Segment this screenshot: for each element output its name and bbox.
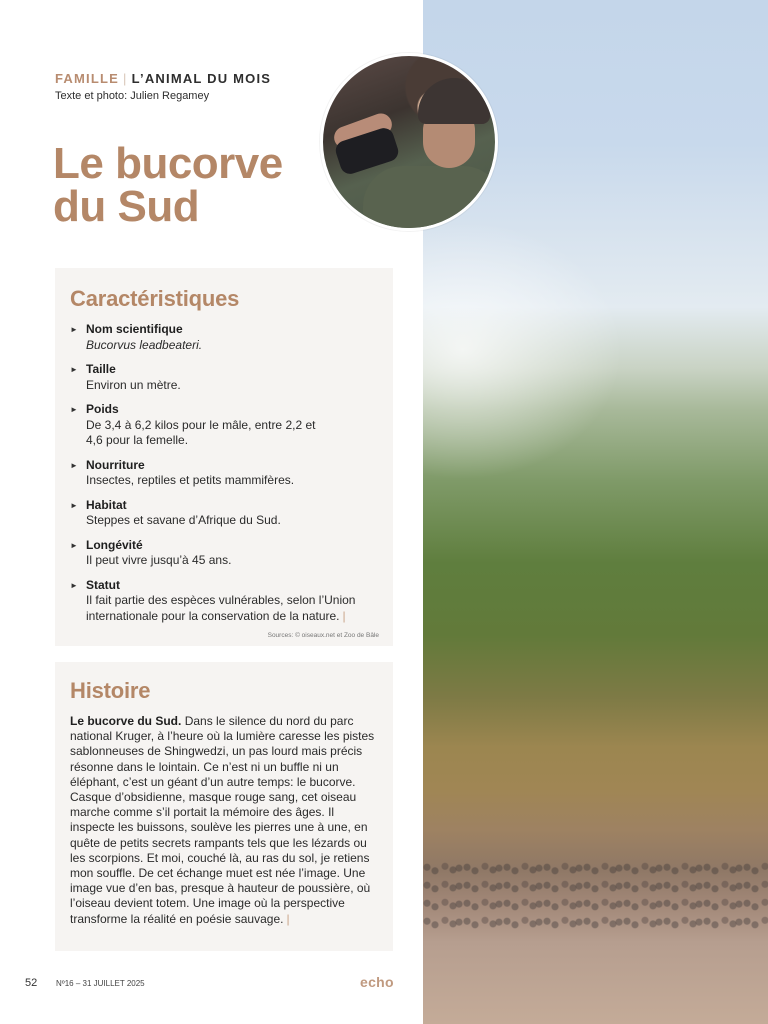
triangle-right-icon: ► [70, 500, 78, 510]
history-heading: Histoire [70, 678, 151, 703]
item-value: De 3,4 à 6,2 kilos pour le mâle, entre 2,2 et 4,6 pour la femelle. [86, 417, 316, 447]
issue-info: Nº16 – 31 JUILLET 2025 [56, 979, 145, 988]
section-kicker [55, 71, 271, 86]
item-label: Taille [86, 362, 116, 376]
kicker-separator: | [123, 71, 128, 86]
list-item [70, 322, 378, 353]
item-label: Nourriture [86, 457, 145, 472]
history-body: Dans le silence du nord du parc national Kruger, à l’heure où la lumière caresse les pistes sablonneuses de Shingwedzi, un pas lourd mais précis résonne dans le lointain. Ce n’est ni un buffle ni un éléphant, c’est un géant d’un autre temps: le bucorve. Casque d’obsidienne, masque rouge sang, cet oiseau marche comme s’il portait la mémoire des âges. Il inspecte les buissons, soulève les pierres une à une, en quête de petits secrets rampants tels que les lézards ou les scorpions. Et moi, couché là, au ras du sol, je retiens mon souffle. De cet échange muet est née l’image. Une image vue d’en bas, presque à hauteur de poussière, où l’oiseau devient totem. Une image où la perspective transforme la réalité en poésie sauvage. [70, 714, 375, 926]
title-line-1: Le bucorve [53, 139, 283, 188]
characteristics-heading: Caractéristiques [70, 286, 240, 311]
characteristics-box [55, 268, 393, 646]
triangle-right-icon: ► [70, 405, 78, 414]
item-value: Insectes, reptiles et petits mammifères. [86, 473, 295, 487]
list-item [70, 578, 378, 625]
history-lead: Le bucorve du Sud. [70, 714, 182, 728]
title-line-2: du Sud [53, 182, 200, 231]
item-value [86, 593, 378, 624]
item-label: Statut [86, 577, 120, 592]
triangle-right-icon: ► [70, 540, 78, 550]
end-mark: | [342, 608, 346, 623]
history-paragraph [70, 714, 378, 927]
item-label: Habitat [86, 497, 127, 512]
characteristics-list [70, 322, 378, 624]
section-label: L’ANIMAL DU MOIS [131, 71, 272, 86]
list-item [70, 458, 378, 489]
author-portrait [320, 53, 498, 231]
byline: Texte et photo: Julien Regamey [55, 90, 210, 102]
triangle-right-icon: ► [70, 580, 78, 590]
photo-sky-haze [423, 220, 623, 480]
triangle-right-icon: ► [70, 325, 78, 334]
list-item [70, 362, 378, 393]
item-value-text: Il fait partie des espèces vulnérables, selon l’Union internationale pour la conservation de la nature. [86, 593, 356, 623]
item-label: Longévité [86, 537, 143, 552]
item-value: Il peut vivre jusqu’à 45 ans. [86, 553, 232, 567]
end-mark: | [286, 911, 290, 926]
category-label: FAMILLE [55, 71, 120, 86]
list-item [70, 402, 378, 449]
brand-logo: echo [360, 974, 394, 990]
list-item [70, 538, 378, 569]
item-value: Steppes et savane d’Afrique du Sud. [86, 513, 281, 527]
sources-credit: Sources: © oiseaux.net et Zoo de Bâle [267, 632, 379, 639]
portrait-jacket [363, 166, 498, 231]
list-item [70, 498, 378, 529]
history-box [55, 662, 393, 951]
item-label: Poids [86, 402, 119, 416]
item-value: Environ un mètre. [86, 377, 181, 392]
page-number: 52 [25, 977, 38, 989]
item-value: Bucorvus leadbeateri. [86, 337, 203, 352]
item-label: Nom scientifique [86, 322, 183, 336]
triangle-right-icon: ► [70, 460, 78, 470]
photo-gravel-foreground [423, 860, 768, 930]
triangle-right-icon: ► [70, 365, 78, 374]
page-title [53, 139, 283, 231]
